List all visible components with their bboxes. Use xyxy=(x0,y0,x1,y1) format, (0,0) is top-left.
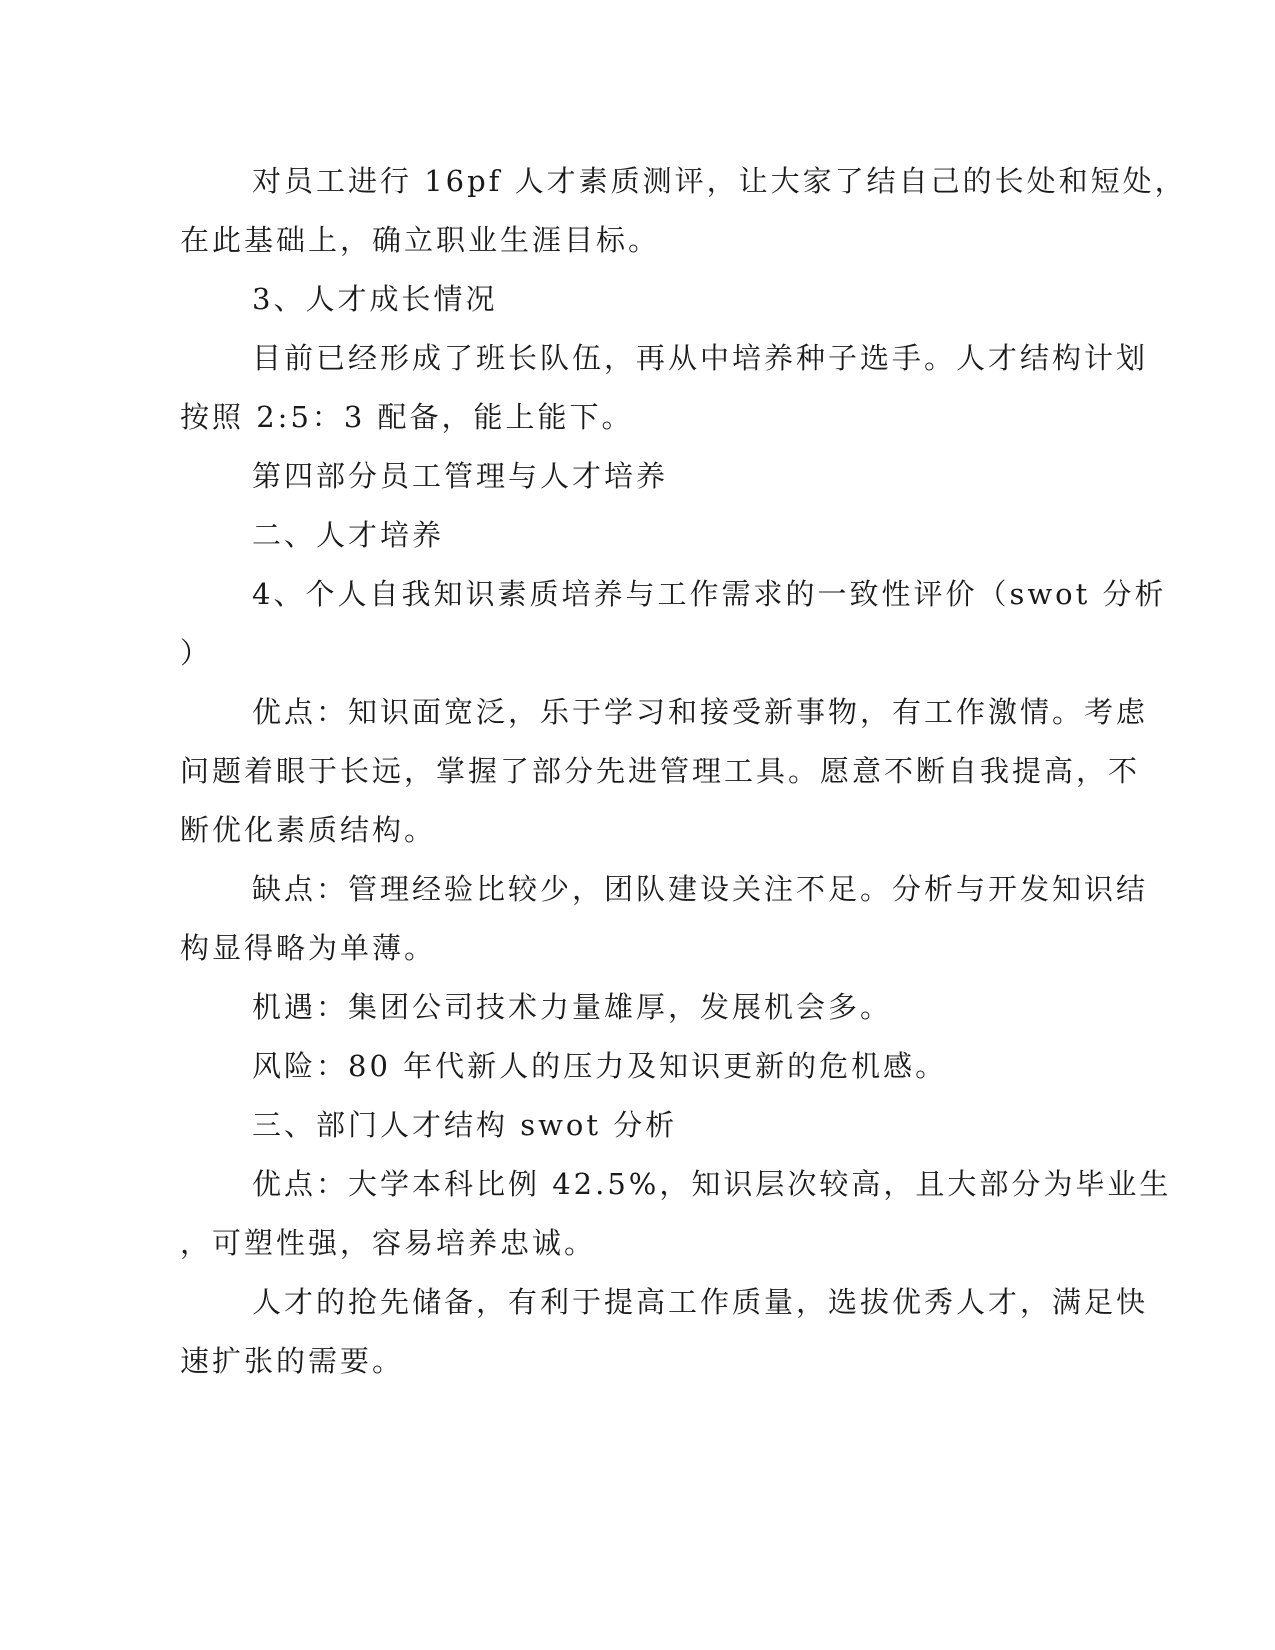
text-line: 二、人才培养 xyxy=(252,518,445,552)
text-line: 目前已经形成了班长队伍，再从中培养种子选手。人才结构计划 xyxy=(252,341,1149,375)
paragraph xyxy=(180,329,1149,447)
text-line: 3、人才成长情况 xyxy=(252,282,498,316)
text-line: 对员工进行 16pf 人才素质测评，让大家了结自己的长处和短处， xyxy=(252,164,1187,198)
section-heading xyxy=(180,1096,1035,1155)
paragraph xyxy=(180,1037,1035,1096)
paragraph xyxy=(180,860,1149,978)
paragraph xyxy=(180,683,1149,860)
text-line: 断优化素质结构。 xyxy=(180,813,437,847)
text-line: 速扩张的需要。 xyxy=(180,1344,405,1378)
text-line: ） xyxy=(180,636,213,670)
text-line: 人才的抢先储备，有利于提高工作质量，选拔优秀人才，满足快 xyxy=(252,1285,1149,1319)
text-line: 按照 2:5：3 配备，能上能下。 xyxy=(180,400,634,434)
text-line: 风险：80 年代新人的压力及知识更新的危机感。 xyxy=(252,1049,948,1083)
text-line: 问题着眼于长远，掌握了部分先进管理工具。愿意不断自我提高，不 xyxy=(180,754,1141,788)
text-line: 构显得略为单薄。 xyxy=(180,931,437,965)
paragraph xyxy=(180,978,1035,1037)
paragraph xyxy=(180,1273,1149,1391)
text-line: 4、个人自我知识素质培养与工作需求的一致性评价（swot 分析 xyxy=(252,577,1167,611)
text-line: 机遇：集团公司技术力量雄厚，发展机会多。 xyxy=(252,990,893,1024)
text-line: 缺点：管理经验比较少，团队建设关注不足。分析与开发知识结 xyxy=(252,872,1149,906)
text-line: 优点：知识面宽泛，乐于学习和接受新事物，有工作激情。考虑 xyxy=(252,695,1149,729)
document-body xyxy=(180,152,1187,1391)
section-heading xyxy=(180,506,1035,565)
text-line: 在此基础上，确立职业生涯目标。 xyxy=(180,223,661,257)
text-line: ，可塑性强，容易培养忠诚。 xyxy=(180,1226,597,1260)
text-line: 第四部分员工管理与人才培养 xyxy=(252,459,669,493)
paragraph xyxy=(180,152,1187,270)
part-heading xyxy=(180,447,1035,506)
paragraph xyxy=(180,1155,1172,1273)
text-line: 三、部门人才结构 swot 分析 xyxy=(252,1108,678,1142)
text-line: 优点：大学本科比例 42.5%，知识层次较高，且大部分为毕业生 xyxy=(252,1167,1172,1201)
section-heading xyxy=(180,270,1035,329)
section-heading xyxy=(180,565,1167,683)
